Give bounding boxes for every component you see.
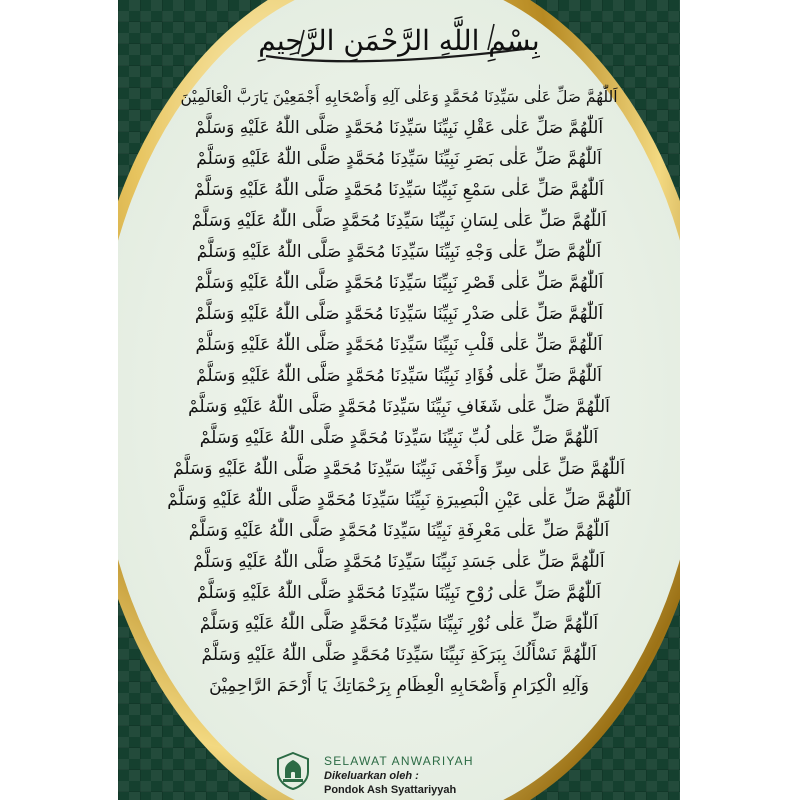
prayer-line: اَللّٰهُمَّ صَلِّ عَلٰى سِرِّ وَأَخْفَى نَبِيِّنَا سَيِّدِنَا مُحَمَّدٍ صَلَّى اللّٰهُ عَلَيْهِ وَسَلَّمْ	[173, 459, 625, 479]
prayer-line: اَللّٰهُمَّ صَلِّ عَلٰى رُوْحِ نَبِيِّنَا سَيِّدِنَا مُحَمَّدٍ صَلَّى اللّٰهُ عَلَيْهِ وَسَلَّمْ	[197, 583, 601, 603]
prayer-line: اَللّٰهُمَّ صَلِّ عَلٰى شَغَافِ نَبِيِّنَا سَيِّدِنَا مُحَمَّدٍ صَلَّى اللّٰهُ عَلَيْهِ وَسَلَّمْ	[188, 397, 610, 417]
prayer-lines	[118, 82, 680, 702]
mosque-shield-icon	[276, 752, 310, 790]
prayer-line: اَللّٰهُمَّ صَلِّ عَلٰى بَصَرِ نَبِيِّنَا سَيِّدِنَا مُحَمَّدٍ صَلَّى اللّٰهُ عَلَيْهِ وَسَلَّمْ	[196, 149, 602, 169]
prayer-line: اَللّٰهُمَّ صَلِّ عَلٰى جَسَدِ نَبِيِّنَا سَيِّدِنَا مُحَمَّدٍ صَلَّى اللّٰهُ عَلَيْهِ وَسَلَّمْ	[193, 552, 605, 572]
footer	[118, 748, 680, 800]
prayer-line: اَللّٰهُمَّ صَلِّ عَلٰى مَعْرِفَةِ نَبِيِّنَا سَيِّدِنَا مُحَمَّدٍ صَلَّى اللّٰهُ عَلَيْهِ وَسَلَّمْ	[188, 521, 610, 541]
prayer-line: اَللّٰهُمَّ صَلِّ عَلٰى قَلْبِ نَبِيِّنَا سَيِّدِنَا مُحَمَّدٍ صَلَّى اللّٰهُ عَلَيْهِ وَسَلَّمْ	[195, 335, 603, 355]
prayer-line: اَللّٰهُمَّ صَلِّ عَلٰى صَدْرِ نَبِيِّنَا سَيِّدِنَا مُحَمَّدٍ صَلَّى اللّٰهُ عَلَيْهِ وَسَلَّمْ	[194, 304, 604, 324]
prayer-line: اَللّٰهُمَّ صَلِّ عَلٰى فُؤَادِ نَبِيِّنَا سَيِّدِنَا مُحَمَّدٍ صَلَّى اللّٰهُ عَلَيْهِ وَسَلَّمْ	[196, 366, 602, 386]
brand-title: SELAWAT ANWARIYAH	[324, 754, 474, 768]
issued-by-label: Dikeluarkan oleh :	[324, 770, 419, 782]
basmala-text: بِسْمِ اللَّهِ الرَّحْمَنِ الرَّحِيمِ	[258, 24, 540, 57]
prayer-line: اَللّٰهُمَّ صَلِّ عَلٰى وَجْهِ نَبِيِّنَا سَيِّدِنَا مُحَمَّدٍ صَلَّى اللّٰهُ عَلَيْهِ وَسَلَّمْ	[196, 242, 602, 262]
prayer-line: اَللّٰهُمَّ صَلِّ عَلٰى سَيِّدِنَا مُحَمَّدٍ وَعَلٰى آلِهِ وَأَصْحَابِهِ أَجْمَعِيْنَ يَارَبَّ الْعَالَمِيْنَ	[180, 88, 618, 106]
poster-content	[118, 0, 680, 800]
prayer-line: اَللّٰهُمَّ نَسْأَلُكَ بِبَرَكَةِ نَبِيِّنَا سَيِّدِنَا مُحَمَّدٍ صَلَّى اللّٰهُ عَلَيْهِ وَسَلَّمْ	[201, 645, 597, 665]
prayer-line: اَللّٰهُمَّ صَلِّ عَلٰى عَقْلِ نَبِيِّنَا سَيِّدِنَا مُحَمَّدٍ صَلَّى اللّٰهُ عَلَيْهِ وَسَلَّمْ	[194, 118, 604, 138]
prayer-line: اَللّٰهُمَّ صَلِّ عَلٰى قَصْرِ نَبِيِّنَا سَيِّدِنَا مُحَمَّدٍ صَلَّى اللّٰهُ عَلَيْهِ وَسَلَّمْ	[194, 273, 604, 293]
prayer-line: وَآلِهِ الْكِرَامِ وَأَصْحَابِهِ الْعِظَامِ بِرَحْمَاتِكَ يَا أَرْحَمَ الرَّاحِمِيْنَ	[209, 676, 589, 696]
prayer-line: اَللّٰهُمَّ صَلِّ عَلٰى نُوْرِ نَبِيِّنَا سَيِّدِنَا مُحَمَّدٍ صَلَّى اللّٰهُ عَلَيْهِ وَسَلَّمْ	[199, 614, 599, 634]
prayer-line: اَللّٰهُمَّ صَلِّ عَلٰى سَمْعِ نَبِيِّنَا سَيِّدِنَا مُحَمَّدٍ صَلَّى اللّٰهُ عَلَيْهِ وَسَلَّمْ	[194, 180, 604, 200]
poster	[118, 0, 680, 800]
basmala-calligraphy	[258, 10, 540, 68]
prayer-line: اَللّٰهُمَّ صَلِّ عَلٰى لِسَانِ نَبِيِّنَا سَيِّدِنَا مُحَمَّدٍ صَلَّى اللّٰهُ عَلَيْهِ وَسَلَّمْ	[191, 211, 607, 231]
publisher-name: Pondok Ash Syattariyyah	[324, 784, 457, 796]
prayer-line: اَللّٰهُمَّ صَلِّ عَلٰى عَيْنِ الْبَصِيرَةِ نَبِيِّنَا سَيِّدِنَا مُحَمَّدٍ صَلَّى اللّٰهُ عَلَيْهِ وَسَلَّمْ	[167, 490, 631, 510]
prayer-line: اَللّٰهُمَّ صَلِّ عَلٰى لُبِّ نَبِيِّنَا سَيِّدِنَا مُحَمَّدٍ صَلَّى اللّٰهُ عَلَيْهِ وَسَلَّمْ	[199, 428, 599, 448]
